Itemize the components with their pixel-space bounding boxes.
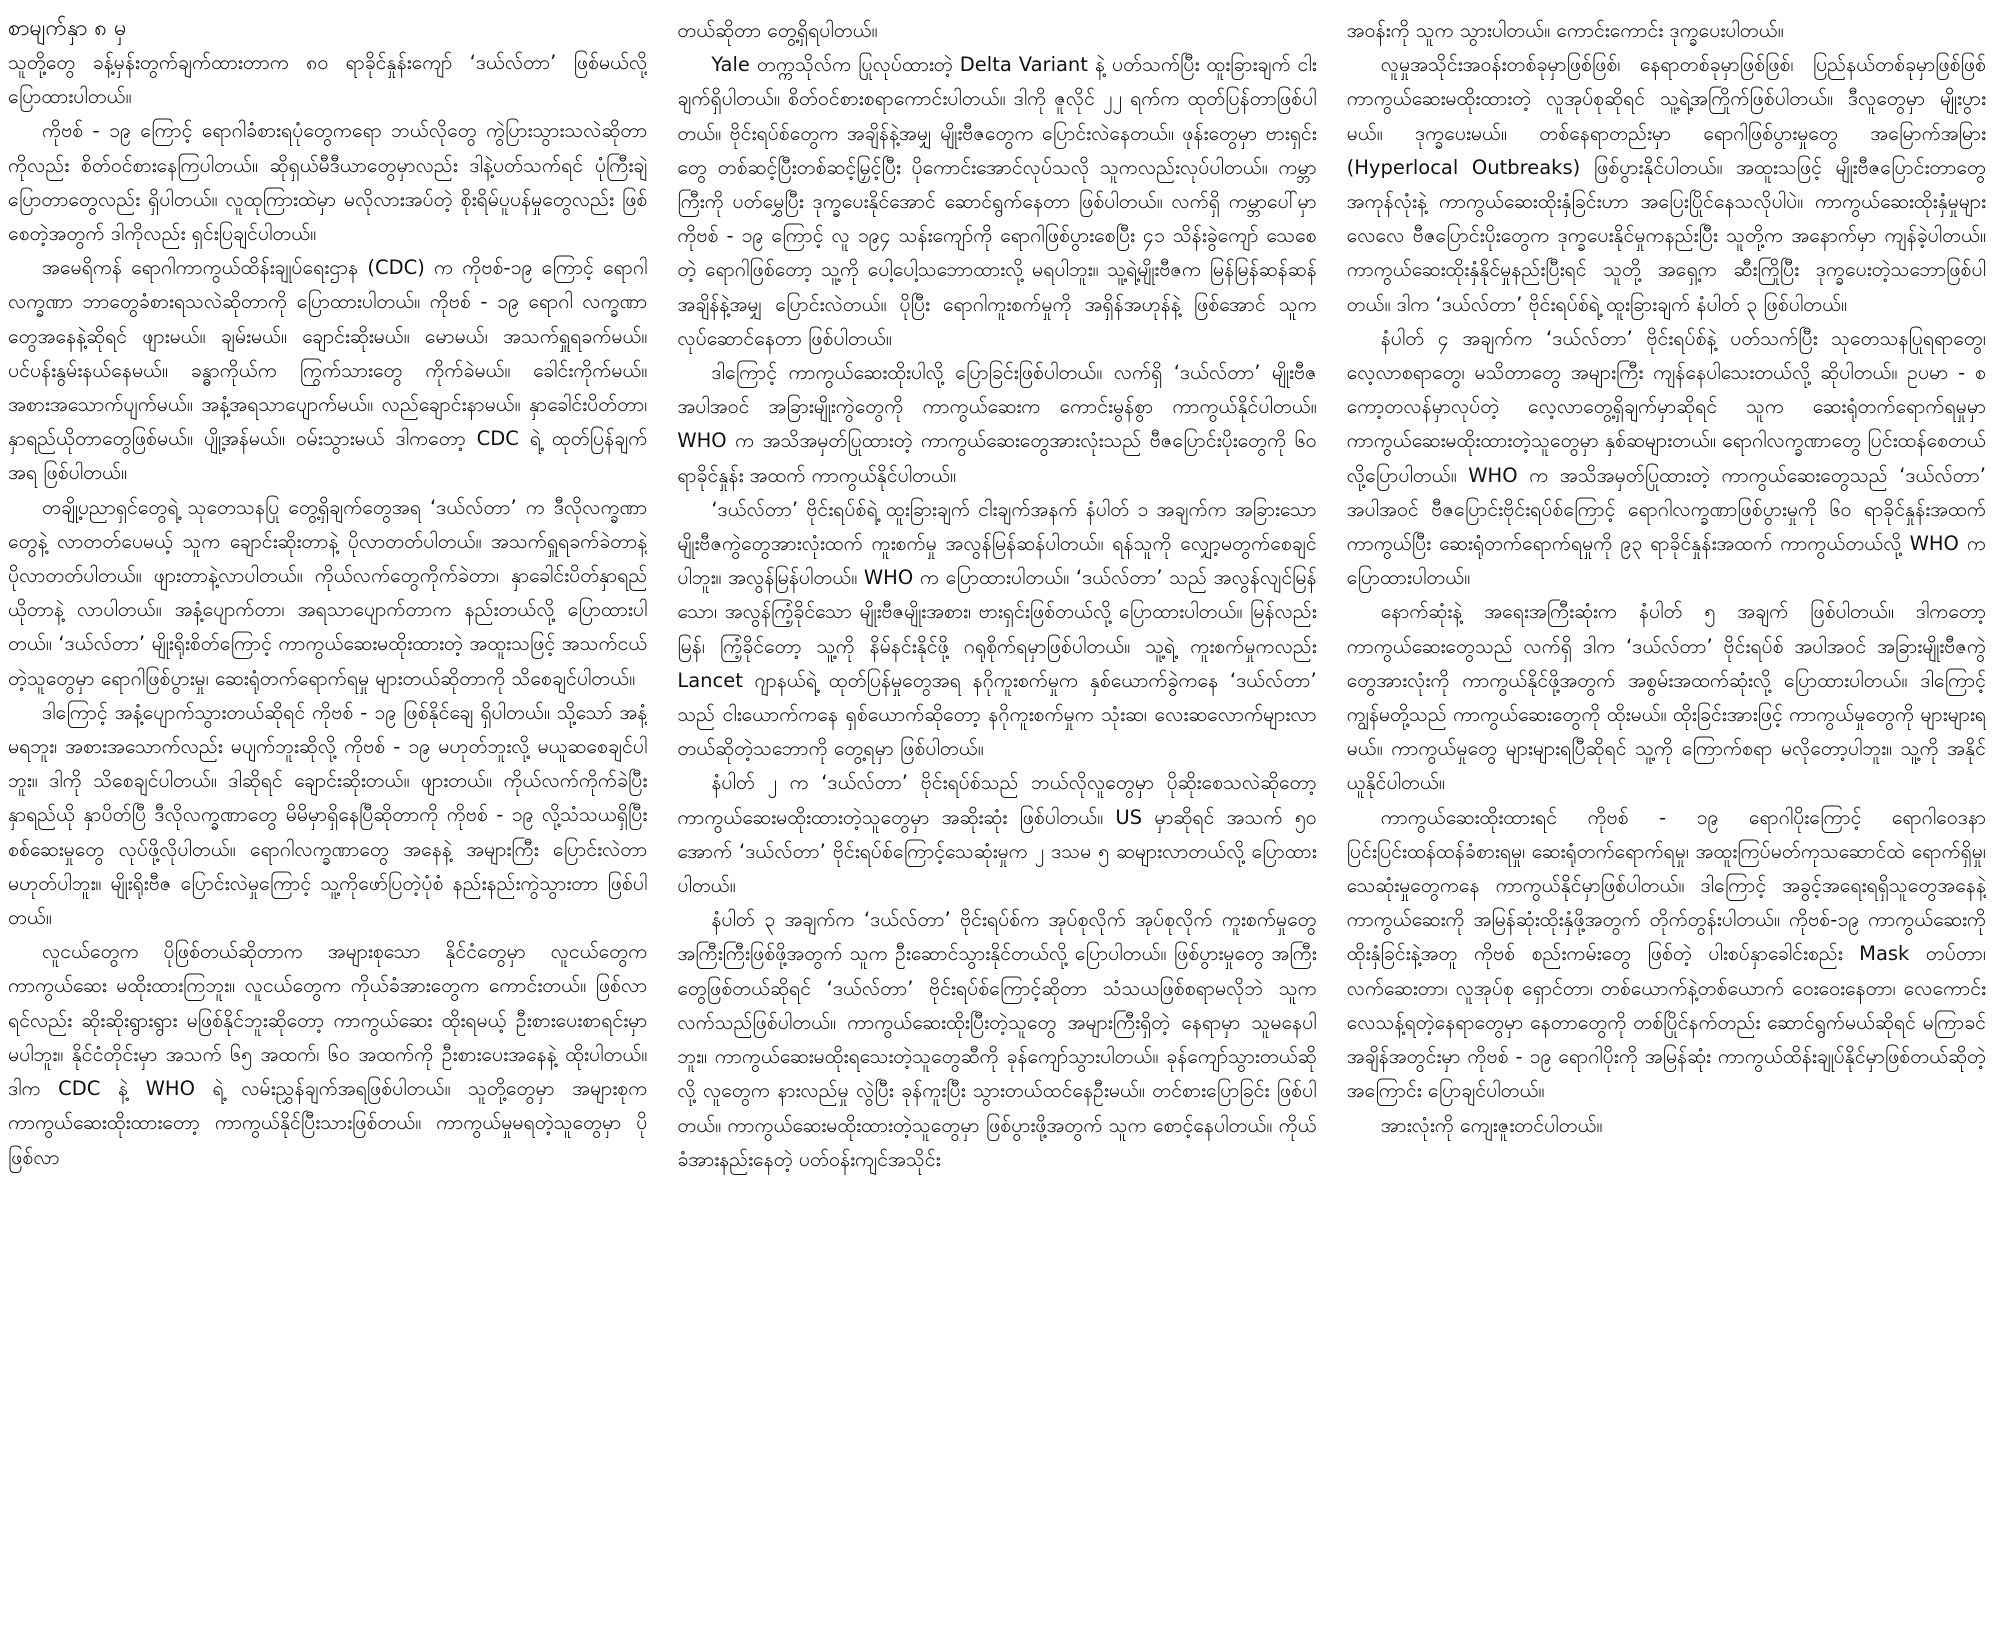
paragraph: Yale တက္ကသိုလ်က ပြုလုပ်ထားတဲ့ Delta Variant နဲ့ ပတ်သက်ပြီး ထူးခြားချက် ငါးချက်ရှိပါတယ်။ စိတ်ဝင်စားစရာကောင်းပါတယ်။ ဒါကို ဇူလိုင် ၂၂ ရက်က ထုတ်ပြန်တာဖြစ်ပါတယ်။ ဗိုင်းရပ်စ်တွေက အချိန်နဲ့အမျှ မျိုးဗီဇတွေက ပြောင်းလဲနေတယ်။ ဖုန်းတွေမှာ ဗားရှင်းတွေ တစ်ဆင့်ပြီးတစ်ဆင့်မြှင့်ပြီး ပိုကောင်းအောင်လုပ်သလို သူကလည်းလုပ်ပါတယ်။ ကမ္ဘာကြီးကို ပတ်မွှေပြီး ဒုက္ခပေးနိုင်အောင် ဆောင်ရွက်နေတာ ဖြစ်ပါတယ်။ လက်ရှိ ကမ္ဘာပေါ်မှာ ကိုဗစ် - ၁၉ ကြောင့် လူ ၁၉၄ သန်းကျော်ကို ရောဂါဖြစ်ပွားစေပြီး ၄၁ သိန်းခွဲကျော် သေစေတဲ့ ရောဂါဖြစ်တော့ သူ့ကို ပေါ့ပေါ့သဘောထားလို့ မရပါဘူး။ သူ့ရဲ့မျိုးဗီဇက မြန်မြန်ဆန်ဆန် အချိန်နဲ့အမျှ ပြောင်းလဲတယ်။ ပိုပြီး ရောဂါကူးစက်မှုကို အရှိန်အဟုန်နဲ့ ဖြစ်အောင် သူက လုပ်ဆောင်နေတာ ဖြစ်ပါတယ်။ (677, 53, 1317, 350)
closing-line: အားလုံးကို ကျေးဇူးတင်ပါတယ်။ (1380, 1113, 1603, 1137)
paragraph: တချို့ပညာရှင်တွေရဲ့ သုတေသနပြု တွေ့ရှိချက်တွေအရ ‘ဒယ်လ်တာ’ က ဒီလိုလက္ခဏာတွေနဲ့ လာတတ်ပေမယ့် သူက ချောင်းဆိုးတာနဲ့ ပိုလာတတ်ပါတယ်။ အသက်ရှူရခက်ခဲတာနဲ့ ပိုလာတတ်ပါတယ်။ ဖျားတာနဲ့လာပါတယ်။ ကိုယ်လက်တွေကိုက်ခဲတာ၊ နှာခေါင်းပိတ်နှာရည်ယိုတာနဲ့ လာပါတယ်။ အနံ့ပျောက်တာ၊ အရသာပျောက်တာက နည်းတယ်လို့ ပြောထားပါတယ်။ ‘ဒယ်လ်တာ’ မျိုးရိုးစိတ်ကြောင့် ကာကွယ်ဆေးမထိုးထားတဲ့ အထူးသဖြင့် အသက်ငယ်တဲ့သူတွေမှာ ရောဂါဖြစ်ပွားမှု၊ ဆေးရုံတက်ရောက်ရမှု များတယ်ဆိုတာကို သိစေချင်ပါတယ်။ (8, 495, 648, 690)
paragraph: နံပါတ် ၄ အချက်က ‘ဒယ်လ်တာ’ ဗိုင်းရပ်စ်နဲ့ ပတ်သက်ပြီး သုတေသနပြုရရာတွေ၊ လေ့လာစရာတွေ၊ မသိတာတွေ အများကြီး ကျန်နေပါသေးတယ်လို့ ဆိုပါတယ်။ ဥပမာ - စကော့တလန်မှာလုပ်တဲ့ လေ့လာတွေ့ရှိချက်မှာဆိုရင် သူက ဆေးရုံတက်ရောက်ရမှုမှာ ကာကွယ်ဆေးမထိုးထားတဲ့သူတွေမှာ နှစ်ဆများတယ်။ ရောဂါလက္ခဏာတွေ ပြင်းထန်စေတယ်လို့ပြောပါတယ်။ WHO က အသိအမှတ်ပြုထားတဲ့ ကာကွယ်ဆေးတွေသည် ‘ဒယ်လ်တာ’ အပါအဝင် ဗီဇပြောင်းဗိုင်းရပ်စ်ကြောင့် ရောဂါလက္ခဏာဖြစ်ပွားမှုကို ၆၀ ရာခိုင်နှုန်းအထက် ကာကွယ်ပြီး ဆေးရုံတက်ရောက်ရမှုကို ၉၃ ရာခိုင်နှုန်းအထက် ကာကွယ်တယ်လို့ WHO က ပြောထားပါတယ်။ (1346, 326, 1986, 590)
column-2 (677, 14, 1316, 1627)
column-3 (1347, 14, 1986, 1627)
paragraph: ကိုဗစ် - ၁၉ ကြောင့် ရောဂါခံစားရပုံတွေကရော ဘယ်လိုတွေ ကွဲပြားသွားသလဲဆိုတာကိုလည်း စိတ်ဝင်စားနေကြပါတယ်။ ဆိုရှယ်မီဒီယာတွေမှာလည်း ဒါနဲ့ပတ်သက်ရင် ပုံကြီးချဲ့ပြောတာတွေလည်း ရှိပါတယ်။ လူထုကြားထဲမှာ မလိုလားအပ်တဲ့ စိုးရိမ်ပူပန်မှုတွေလည်း ဖြစ်စေတဲ့အတွက် ဒါကိုလည်း ရှင်းပြချင်ပါတယ်။ (8, 119, 648, 246)
paragraph: နံပါတ် ၂ က ‘ဒယ်လ်တာ’ ဗိုင်းရပ်စ်သည် ဘယ်လိုလူတွေမှာ ပိုဆိုးစေသလဲဆိုတော့ ကာကွယ်ဆေးမထိုးထားတဲ့သူတွေမှာ အဆိုးဆုံး ဖြစ်ပါတယ်။ US မှာဆိုရင် အသက် ၅၀ အောက် ‘ဒယ်လ်တာ’ ဗိုင်းရပ်စ်ကြောင့်သေဆုံးမှုက ၂ ဒသမ ၅ ဆများလာတယ်လို့ ပြောထားပါတယ်။ (677, 771, 1317, 898)
paragraph: ဒါကြောင့် အနံ့ပျောက်သွားတယ်ဆိုရင် ကိုဗစ် - ၁၉ ဖြစ်နိုင်ချေ ရှိပါတယ်။ သို့သော် အနံ့မရဘူး၊ အစားအသောက်လည်း မပျက်ဘူးဆိုလို့ ကိုဗစ် - ၁၉ မဟုတ်ဘူးလို့ မယူဆစေချင်ပါဘူး။ ဒါကို သိစေချင်ပါတယ်။ ဒါဆိုရင် ချောင်းဆိုးတယ်။ ဖျားတယ်။ ကိုယ်လက်ကိုက်ခဲပြီး နှာရည်ယို နှာပိတ်ပြီ ဒီလိုလက္ခဏာတွေ မိမိမှာရှိနေပြီဆိုတာကို ကိုဗစ် - ၁၉ လို့သံသယရှိပြီး စစ်ဆေးမှုတွေ လုပ်ဖို့လိုပါတယ်။ ရောဂါလက္ခဏာတွေ အနေနဲ့ အများကြီး ပြောင်းလဲတာမဟုတ်ပါဘူး။ မျိုးရိုးဗီဇ ပြောင်းလဲမှုကြောင့် သူ့ကိုဖော်ပြတဲ့ပုံစံ နည်းနည်းကွဲသွားတာ ဖြစ်ပါတယ်။ (8, 700, 648, 930)
paragraph: နံပါတ် ၃ အချက်က ‘ဒယ်လ်တာ’ ဗိုင်းရပ်စ်က အုပ်စုလိုက် အုပ်စုလိုက် ကူးစက်မှုတွေ အကြီးကြီးဖြစ်ဖို့အတွက် သူက ဦးဆောင်သွားနိုင်တယ်လို့ ပြောပါတယ်။ ဖြစ်ပွားမှုတွေ အကြီးတွေဖြစ်တယ်ဆိုရင် ‘ဒယ်လ်တာ’ ဗိုင်းရပ်စ်ကြောင့်ဆိုတာ သံသယဖြစ်စရာမလိုဘဲ သူက လက်သည်ဖြစ်ပါတယ်။ ကာကွယ်ဆေးထိုးပြီးတဲ့သူတွေ အများကြီးရှိတဲ့ နေရာမှာ သူမနေပါဘူး။ ကာကွယ်ဆေးမထိုးရသေးတဲ့သူတွေဆီကို ခုန်ကျော်သွားပါတယ်။ ခုန်ကျော်သွားတယ်ဆိုလို့ လူတွေက နားလည်မှု လွဲပြီး ခုန်ကူးပြီး သွားတယ်ထင်နေဦးမယ်။ တင်စားပြောခြင်း ဖြစ်ပါတယ်။ ကာကွယ်ဆေးမထိုးထားတဲ့သူတွေမှာ ဖြစ်ပွားဖို့အတွက် သူက စောင့်နေပါတယ်။ ကိုယ်ခံအားနည်းနေတဲ့ ပတ်ဝန်းကျင်အသိုင်း (677, 908, 1317, 1171)
paragraph: တယ်ဆိုတာ တွေ့ရှိရပါတယ်။ (677, 19, 878, 42)
paragraph: အမေရိကန် ရောဂါကာကွယ်ထိန်းချုပ်ရေးဌာန (CDC) က ကိုဗစ်-၁၉ ကြောင့် ရောဂါလက္ခဏာ ဘာတွေခံစားရသလဲဆိုတာကို ပြောထားပါတယ်။ ကိုဗစ် - ၁၉ ရောဂါ လက္ခဏာတွေအနေနဲ့ဆိုရင် ဖျားမယ်။ ချမ်းမယ်။ ချောင်းဆိုးမယ်။ မောမယ်၊ အသက်ရှူရခက်မယ်။ ပင်ပန်းနွမ်းနယ်နေမယ်။ ခန္ဓာကိုယ်က ကြွက်သားတွေ ကိုက်ခဲမယ်။ ခေါင်းကိုက်မယ်။ အစားအသောက်ပျက်မယ်။ အနံ့အရသာပျောက်မယ်။ လည်ချောင်းနာမယ်။ နှာခေါင်းပိတ်တာ၊ နှာရည်ယိုတာတွေဖြစ်မယ်။ ပျို့အန်မယ်။ ဝမ်းသွားမယ် ဒါကတော့ CDC ရဲ့ ထုတ်ပြန်ချက်အရ ဖြစ်ပါတယ်။ (8, 256, 648, 485)
paragraph: နောက်ဆုံးနဲ့ အရေးအကြီးဆုံးက နံပါတ် ၅ အချက် ဖြစ်ပါတယ်။ ဒါကတော့ ကာကွယ်ဆေးတွေသည် လက်ရှိ ဒါက ‘ဒယ်လ်တာ’ ဗိုင်းရပ်စ် အပါအဝင် အခြားမျိုးဗီဇကွဲတွေအားလုံးကို ကာကွယ်နိုင်ဖို့အတွက် အစွမ်းအထက်ဆုံးလို့ ပြောထားပါတယ်။ ဒါကြောင့် ကျွန်မတို့သည် ကာကွယ်ဆေးတွေကို ထိုးမယ်။ ထိုးခြင်းအားဖြင့် ကာကွယ်မှုတွေကို များများရမယ်။ ကာကွယ်မှုတွေ များများရပြီဆိုရင် သူ့ကို ကြောက်စရာ မလိုတော့ပါဘူး။ သူ့ကို အနိုင်ယူနိုင်ပါတယ်။ (1346, 600, 1986, 795)
paragraph: လူမှုအသိုင်းအဝန်းတစ်ခုမှာဖြစ်ဖြစ်၊ နေရာတစ်ခုမှာဖြစ်ဖြစ်၊ ပြည်နယ်တစ်ခုမှာဖြစ်ဖြစ် ကာကွယ်ဆေးမထိုးထားတဲ့ လူအုပ်စုဆိုရင် သူ့ရဲ့အကြိုက်ဖြစ်ပါတယ်။ ဒီလူတွေမှာ မျိုးပွားမယ်။ ဒုက္ခပေးမယ်။ တစ်နေရာတည်းမှာ ရောဂါဖြစ်ပွားမှုတွေ အမြောက်အမြား (Hyperlocal Outbreaks) ဖြစ်ပွားနိုင်ပါတယ်။ အထူးသဖြင့် မျိုးဗီဇပြောင်းတာတွေအကုန်လုံးနဲ့ ကာကွယ်ဆေးထိုးနှံခြင်းဟာ အပြေးပြိုင်နေသလိုပါပဲ။ ကာကွယ်ဆေးထိုးနှံမှုများလေလေ ဗီဇပြောင်းပိုးတွေက ဒုက္ခပေးနိုင်မှုကနည်းပြီး သူတို့က အနောက်မှာ ကျန်ခဲ့ပါတယ်။ ကာကွယ်ဆေးထိုးနှံနိုင်မှုနည်းပြီးရင် သူတို့ အရှေ့က ဆီးကြိုပြီး ဒုက္ခပေးတဲ့သဘောဖြစ်ပါတယ်။ ဒါက ‘ဒယ်လ်တာ’ ဗိုင်းရပ်စ်ရဲ့ ထူးခြားချက် နံပါတ် ၃ ဖြစ်ပါတယ်။ (1346, 53, 1986, 316)
paragraph: ‘ဒယ်လ်တာ’ ဗိုင်းရပ်စ်ရဲ့ ထူးခြားချက် ငါးချက်အနက် နံပါတ် ၁ အချက်က အခြားသော မျိုးဗီဇကွဲတွေအားလုံးထက် ကူးစက်မှု အလွန်မြန်ဆန်ပါတယ်။ ရန်သူကို လျှော့မတွက်စေချင်ပါဘူး။ အလွန်မြန်ပါတယ်။ WHO က ပြောထားပါတယ်။ ‘ဒယ်လ်တာ’ သည် အလွန်လျင်မြန်သော၊ အလွန်ကြံ့ခိုင်သော မျိုးဗီဇမျိုးအစား၊ ဗားရှင်းဖြစ်တယ်လို့ ပြောထားပါတယ်။ မြန်လည်းမြန်၊ ကြံ့ခိုင်တော့ သူ့ကို နိမ်နင်းနိုင်ဖို့ ဂရုစိုက်ရမှာဖြစ်ပါတယ်။ သူ့ရဲ့ ကူးစက်မှုကလည်း Lancet ဂျာနယ်ရဲ့ ထုတ်ပြန်မှုတွေအရ နဂိုကူးစက်မှုက နှစ်ယောက်ခွဲကနေ ‘ဒယ်လ်တာ’ သည် ငါးယောက်ကနေ ရှစ်ယောက်ဆိုတော့ နဂိုကူးစက်မှုက သုံးဆ၊ လေးဆလောက်များလာတယ်ဆိုတဲ့သဘောကို တွေ့ရမှာ ဖြစ်ပါတယ်။ (677, 497, 1317, 761)
paragraph: လူငယ်တွေက ပိုဖြစ်တယ်ဆိုတာက အများစုသော နိုင်ငံတွေမှာ လူငယ်တွေက ကာကွယ်ဆေး မထိုးထားကြဘူး။ လူငယ်တွေက ကိုယ်ခံအားတွေက ကောင်းတယ်။ ဖြစ်လာရင်လည်း ဆိုးဆိုးရွားရွား မဖြစ်နိုင်ဘူးဆိုတော့ ကာကွယ်ဆေး ထိုးရမယ့် ဦးစားပေးစာရင်းမှာ မပါဘူး။ နိုင်ငံတိုင်းမှာ အသက် ၆၅ အထက်၊ ၆၀ အထက်ကို ဦးစားပေးအနေနဲ့ ထိုးပါတယ်။ ဒါက CDC နဲ့ WHO ရဲ့ လမ်းညွှန်ချက်အရဖြစ်ပါတယ်။ သူတို့တွေမှာ အများစုက ကာကွယ်ဆေးထိုးထားတော့ ကာကွယ်နိုင်ပြီးသားဖြစ်တယ်။ ကာကွယ်မှုမရတဲ့သူတွေမှာ ပိုဖြစ်လာ (8, 940, 648, 1169)
column-1 (8, 14, 647, 1627)
paragraph: သူတို့တွေ ခန့်မှန်းတွက်ချက်ထားတာက ၈၀ ရာခိုင်နှုန်းကျော် ‘ဒယ်လ်တာ’ ဖြစ်မယ်လို့ပြောထားပါတယ်။ (8, 51, 648, 109)
continued-from-header: စာမျက်နှာ ၈ မှ (8, 16, 127, 41)
paragraph: ဒါကြောင့် ကာကွယ်ဆေးထိုးပါလို့ ပြောခြင်းဖြစ်ပါတယ်။ လက်ရှိ ‘ဒယ်လ်တာ’ မျိုးဗီဇအပါအဝင် အခြားမျိုးကွဲတွေကို ကာကွယ်ဆေးက ကောင်းမွန်စွာ ကာကွယ်နိုင်ပါတယ်။ WHO က အသိအမှတ်ပြုထားတဲ့ ကာကွယ်ဆေးတွေအားလုံးသည် ဗီဇပြောင်းပိုးတွေကို ၆၀ ရာခိုင်နှုန်း အထက် ကာကွယ်နိုင်ပါတယ်။ (677, 361, 1317, 487)
paragraph: ကာကွယ်ဆေးထိုးထားရင် ကိုဗစ် - ၁၉ ရောဂါပိုးကြောင့် ရောဂါဝေဒနာ ပြင်းပြင်းထန်ထန်ခံစားရမှု၊ ဆေးရုံတက်ရောက်ရမှု၊ အထူးကြပ်မတ်ကုသဆောင်ထဲ ရောက်ရှိမှု၊ သေဆုံးမှုတွေကနေ ကာကွယ်နိုင်မှာဖြစ်ပါတယ်။ ဒါကြောင့် အခွင့်အရေးရရှိသူတွေအနေနဲ့ ကာကွယ်ဆေးကို အမြန်ဆုံးထိုးနှံဖို့အတွက် တိုက်တွန်းပါတယ်။ ကိုဗစ်-၁၉ ကာကွယ်ဆေးကို ထိုးနှံခြင်းနဲ့အတူ ကိုဗစ် စည်းကမ်းတွေ ဖြစ်တဲ့ ပါးစပ်နှာခေါင်းစည်း Mask တပ်တာ၊ လက်ဆေးတာ၊ လူအုပ်စု ရှောင်တာ၊ တစ်ယောက်နဲ့တစ်ယောက် ဝေးဝေးနေတာ၊ လေကောင်း လေသန့်ရတဲ့နေရာတွေမှာ နေတာတွေကို တစ်ပြိုင်နက်တည်း ဆောင်ရွက်မယ်ဆိုရင် မကြာခင်အချိန်အတွင်းမှာ ကိုဗစ် - ၁၉ ရောဂါပိုးကို အမြန်ဆုံး ကာကွယ်ထိန်းချုပ်နိုင်မှာဖြစ်တယ်ဆိုတဲ့ အကြောင်း ပြောချင်ပါတယ်။ (1346, 805, 1986, 1103)
paragraph: အဝန်းကို သူက သွားပါတယ်။ ကောင်းကောင်း ဒုက္ခပေးပါတယ်။ (1346, 19, 1784, 42)
